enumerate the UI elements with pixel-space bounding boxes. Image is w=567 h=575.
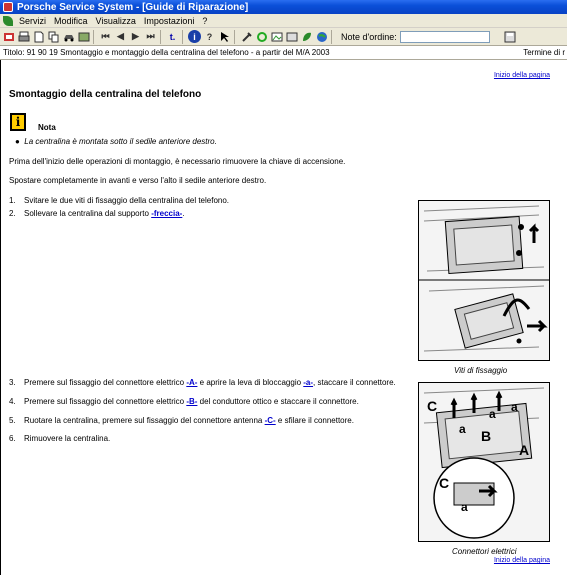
info-note-icon: i [10, 113, 26, 131]
recycle-icon[interactable] [255, 30, 268, 43]
step-5: 5. Ruotare la centralina, premere sul fissaggio del connettore antenna -C- e sfilare il connettore. [9, 416, 354, 425]
book-icon[interactable] [77, 30, 90, 43]
top-of-page-link[interactable]: Inizio della pagina [493, 72, 550, 79]
document-icon[interactable] [32, 30, 45, 43]
context-help-icon[interactable] [218, 30, 231, 43]
save-notes-icon[interactable] [504, 30, 517, 43]
connector-b-link[interactable]: -B- [186, 397, 198, 406]
document-title: Titolo: 91 90 19 Smontaggio e montaggio della centralina del telefono - a partir del M/A 2003 [3, 48, 330, 57]
image-icon[interactable] [270, 30, 283, 43]
deadline-label: Termine di r [523, 48, 565, 57]
menu-modifica[interactable]: Modifica [54, 15, 88, 26]
order-notes-input[interactable] [400, 31, 490, 43]
first-page-icon[interactable]: ⏮ [101, 31, 110, 41]
connector-a-link[interactable]: -A- [186, 378, 198, 387]
leaf-icon[interactable] [300, 30, 313, 43]
car-icon[interactable] [62, 30, 75, 43]
gallery-icon[interactable] [285, 30, 298, 43]
figure-2-label: a [511, 400, 518, 414]
last-page-icon[interactable]: ⏭ [146, 31, 155, 41]
lever-a-link[interactable]: -a- [303, 378, 314, 387]
connector-c-link[interactable]: -C- [264, 416, 276, 425]
bullet-icon: ● [15, 137, 25, 146]
figure-2-label: a [489, 407, 496, 421]
figure-1-caption: Viti di fissaggio [454, 366, 508, 375]
document-info-bar [0, 46, 567, 60]
toolbar-separator [93, 30, 94, 44]
toolbar-separator [331, 30, 332, 44]
globe-icon[interactable] [315, 30, 328, 43]
figure-2-label: C [439, 475, 450, 491]
document-content [0, 60, 567, 575]
top-of-page-link[interactable]: Inizio della pagina [493, 557, 550, 564]
menu-visualizza[interactable]: Visualizza [95, 15, 136, 26]
menu-impostazioni[interactable]: Impostazioni [143, 15, 195, 26]
leaf-icon [3, 16, 13, 26]
paragraph: Prima dell'inizio delle operazioni di montaggio, è necessario rimuovere la chiave di accensione. [9, 157, 346, 166]
app-icon [3, 2, 13, 12]
window-title: Porsche Service System - [Guide di Riparazione] [17, 1, 249, 13]
paragraph: Spostare completamente in avanti e verso l'alto il sedile anteriore destro. [9, 176, 267, 185]
figure-2-label: C [427, 398, 438, 414]
next-page-icon[interactable]: ▶ [132, 31, 139, 41]
up-level-icon[interactable]: t. [169, 31, 176, 42]
toolbar [0, 28, 567, 46]
previous-page-icon[interactable]: ◀ [117, 31, 124, 41]
note-label: Nota [38, 123, 56, 132]
figure-2-label: a [461, 500, 468, 514]
order-notes-label: Note d'ordine: [341, 31, 397, 42]
note-bullet-text: La centralina è montata sotto il sedile anteriore destro. [24, 137, 217, 146]
print-icon[interactable] [17, 30, 30, 43]
step-1: 1. Svitare le due viti di fissaggio della centralina del telefono. [9, 196, 230, 205]
arrow-link[interactable]: -freccia- [151, 209, 183, 218]
step-4: 4. Premere sul fissaggio del connettore elettrico -B- del conduttore ottico e staccare il connettore. [9, 397, 359, 406]
step-6: 6. Rimuovere la centralina. [9, 434, 111, 443]
copy-icon[interactable] [47, 30, 60, 43]
figure-2-label: A [519, 442, 530, 458]
figure-2-label: a [459, 422, 466, 436]
info-icon[interactable]: i [188, 30, 201, 43]
menu-help[interactable]: ? [202, 15, 208, 26]
figure-mounting-screws[interactable] [418, 200, 550, 361]
page-title: Smontaggio della centralina del telefono [9, 89, 202, 100]
figure-2-label: B [481, 428, 492, 444]
note-text [15, 137, 217, 146]
help-icon[interactable]: ? [206, 31, 213, 42]
figure-2-caption: Connettori elettrici [452, 547, 517, 556]
step-2: 2. Sollevare la centralina dal supporto -freccia-. [9, 209, 185, 218]
toolbar-separator [234, 30, 235, 44]
toolbar-separator [160, 30, 161, 44]
step-3: 3. Premere sul fissaggio del connettore elettrico -A- e aprire la leva di bloccaggio -a-, staccare il connettore. [9, 378, 396, 387]
tools-icon[interactable] [2, 30, 15, 43]
toolbar-separator [182, 30, 183, 44]
wrench-icon[interactable] [240, 30, 253, 43]
window-title-bar [0, 0, 567, 14]
figure-electrical-connectors[interactable] [418, 382, 550, 542]
menu-bar [0, 14, 567, 28]
menu-servizi[interactable]: Servizi [19, 15, 47, 26]
